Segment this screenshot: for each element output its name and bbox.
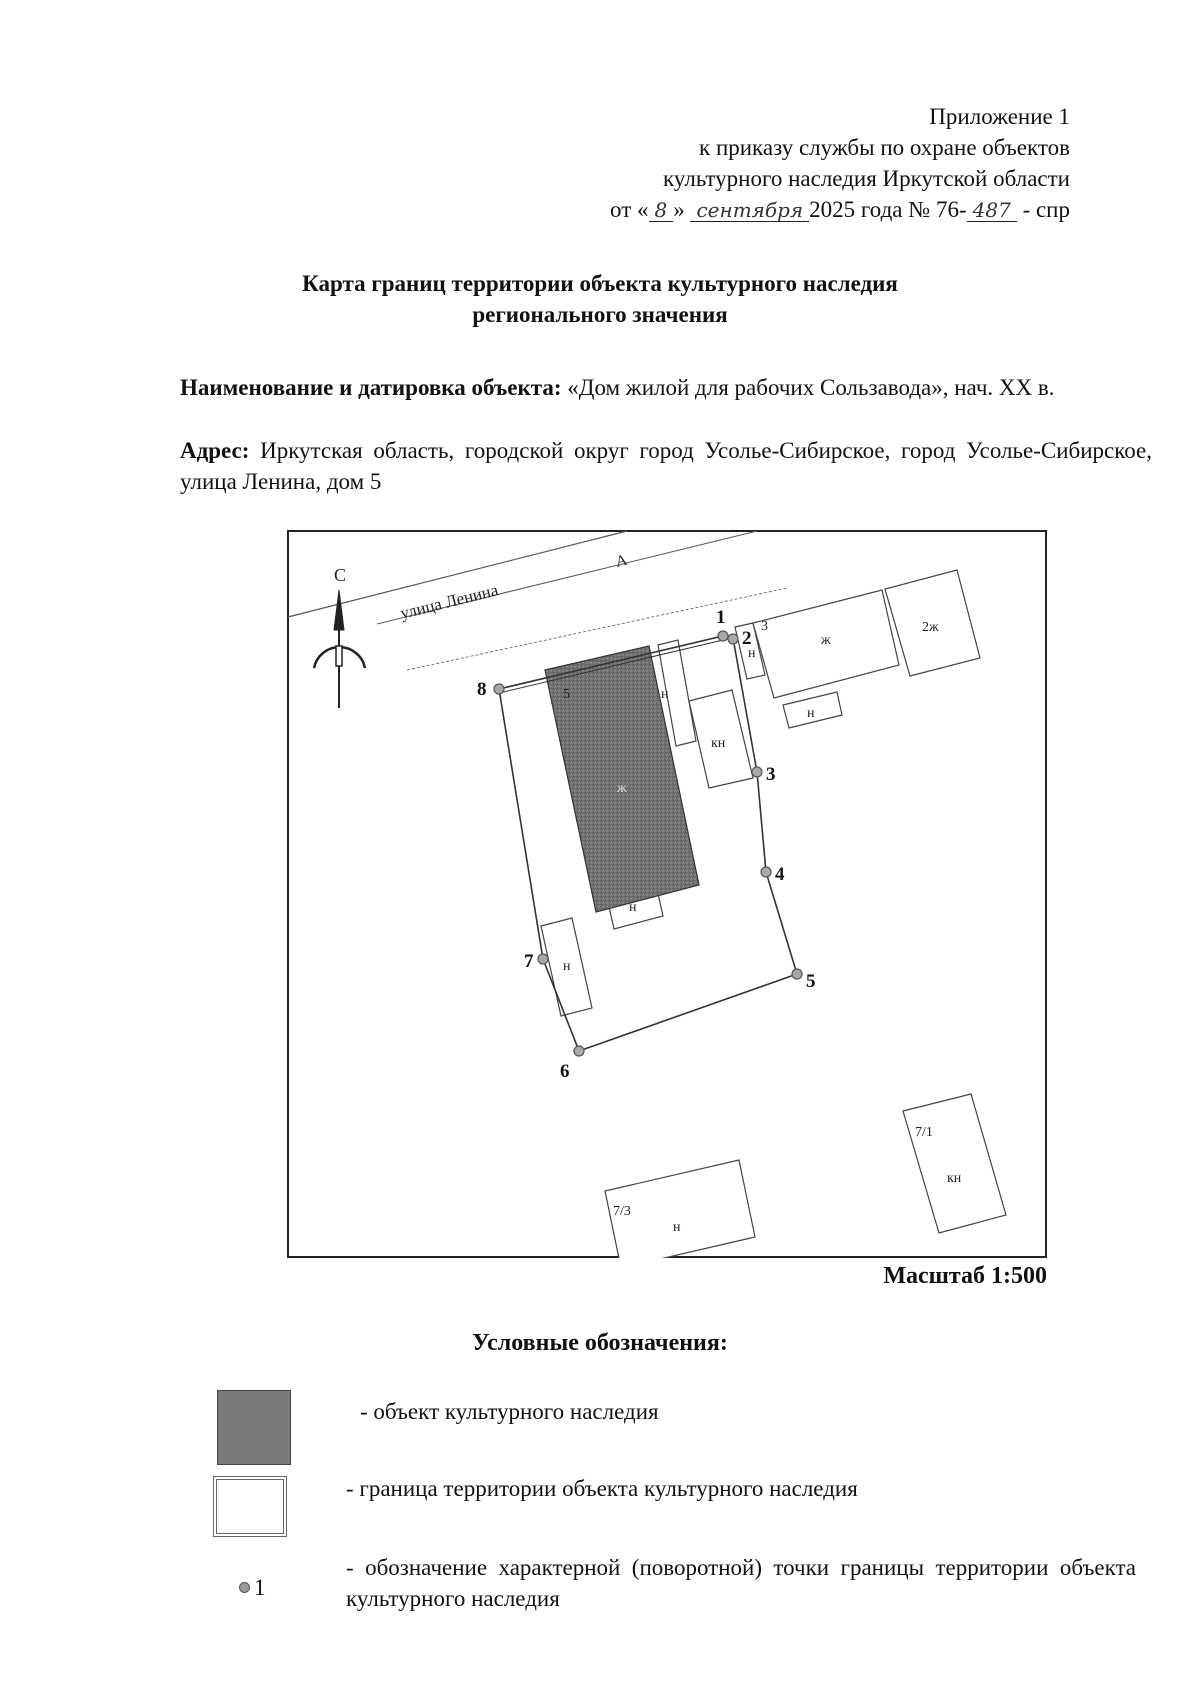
label-7-3-number: 7/3 bbox=[613, 1204, 631, 1219]
label-7-1-number: 7/1 bbox=[915, 1125, 933, 1140]
appendix-service-line: культурного наследия Иркутской области bbox=[663, 166, 1070, 191]
object-name bbox=[180, 372, 1152, 403]
object-name-label: Наименование и датировка объекта: bbox=[180, 375, 562, 400]
legend-point-text: - обозначение характерной (поворотной) точки границы территории объекта культурного наследия bbox=[346, 1555, 1136, 1611]
point-label-1: 1 bbox=[716, 607, 726, 628]
legend-point-icon bbox=[239, 1582, 250, 1593]
point-label-3: 3 bbox=[766, 764, 776, 785]
document-title bbox=[0, 268, 1200, 330]
point-label-5: 5 bbox=[806, 971, 816, 992]
label-7-3-type: н bbox=[673, 1220, 681, 1235]
label-main-type: ж bbox=[617, 781, 627, 796]
label-3-n: н bbox=[748, 646, 756, 661]
point-label-7: 7 bbox=[524, 951, 534, 972]
title-line-2: регионального значения bbox=[472, 302, 728, 327]
date-year: 2025 года № 76- bbox=[809, 197, 967, 222]
point-label-2: 2 bbox=[742, 628, 752, 649]
label-n-right: н bbox=[661, 687, 669, 702]
legend-point-sample: 1 bbox=[254, 1575, 266, 1600]
object-address-label: Адрес: bbox=[180, 438, 250, 463]
appendix-order-line: к приказу службы по охране объектов bbox=[699, 135, 1070, 160]
object-address-value: Иркутская область, городской округ город Усолье-Сибирское, город Усолье-Сибирское, улица Ленина, дом 5 bbox=[180, 438, 1152, 494]
date-prefix: от « bbox=[610, 197, 649, 222]
label-kn: кн bbox=[711, 736, 726, 751]
street-label: улица Ленина bbox=[398, 580, 501, 623]
boundary-point-4 bbox=[761, 867, 771, 877]
north-label: С bbox=[334, 565, 347, 585]
date-mid: » bbox=[673, 197, 685, 222]
appendix-header bbox=[610, 101, 1070, 225]
label-3-zh: ж bbox=[821, 633, 831, 648]
handwritten-day: 8 bbox=[649, 199, 674, 222]
boundary-point-6 bbox=[574, 1046, 584, 1056]
map-scale: Масштаб 1:500 bbox=[883, 1263, 1047, 1289]
legend-heritage-swatch bbox=[217, 1390, 291, 1465]
boundary-map bbox=[287, 530, 1047, 1258]
object-name-value: «Дом жилой для рабочих Сользавода», нач. XX в. bbox=[567, 375, 1055, 400]
point-label-6: 6 bbox=[560, 1061, 570, 1082]
boundary-point-5 bbox=[792, 969, 802, 979]
handwritten-month: сентября bbox=[690, 199, 809, 222]
point-label-4: 4 bbox=[775, 864, 785, 885]
title-line-1: Карта границ территории объекта культурного наследия bbox=[302, 271, 898, 296]
point-label-8: 8 bbox=[477, 679, 487, 700]
appendix-number: Приложение 1 bbox=[929, 104, 1070, 129]
legend-heritage-text: - объект культурного наследия bbox=[360, 1399, 659, 1424]
label-3-number: 3 bbox=[761, 619, 768, 634]
label-7-1-type: кн bbox=[947, 1171, 962, 1186]
boundary-point-7 bbox=[538, 954, 548, 964]
label-3-n-bottom: н bbox=[807, 706, 815, 721]
appendix-date-line bbox=[610, 194, 1070, 225]
legend-boundary-text: - граница территории объекта культурного наследия bbox=[346, 1476, 858, 1501]
boundary-point-2 bbox=[728, 634, 738, 644]
label-2zh: 2ж bbox=[922, 620, 939, 635]
object-address bbox=[180, 435, 1152, 497]
label-n-left: н bbox=[563, 959, 571, 974]
boundary-point-1 bbox=[718, 631, 728, 641]
handwritten-number: 487 bbox=[967, 199, 1017, 222]
street-letter: А bbox=[613, 551, 630, 571]
label-n-bottom: н bbox=[629, 900, 637, 915]
date-suffix: - спр bbox=[1022, 197, 1070, 222]
label-main: 5 bbox=[563, 687, 570, 702]
legend-title: Условные обозначения: bbox=[472, 1330, 728, 1356]
legend-boundary-swatch bbox=[213, 1476, 287, 1537]
boundary-point-8 bbox=[494, 684, 504, 694]
boundary-point-3 bbox=[752, 767, 762, 777]
